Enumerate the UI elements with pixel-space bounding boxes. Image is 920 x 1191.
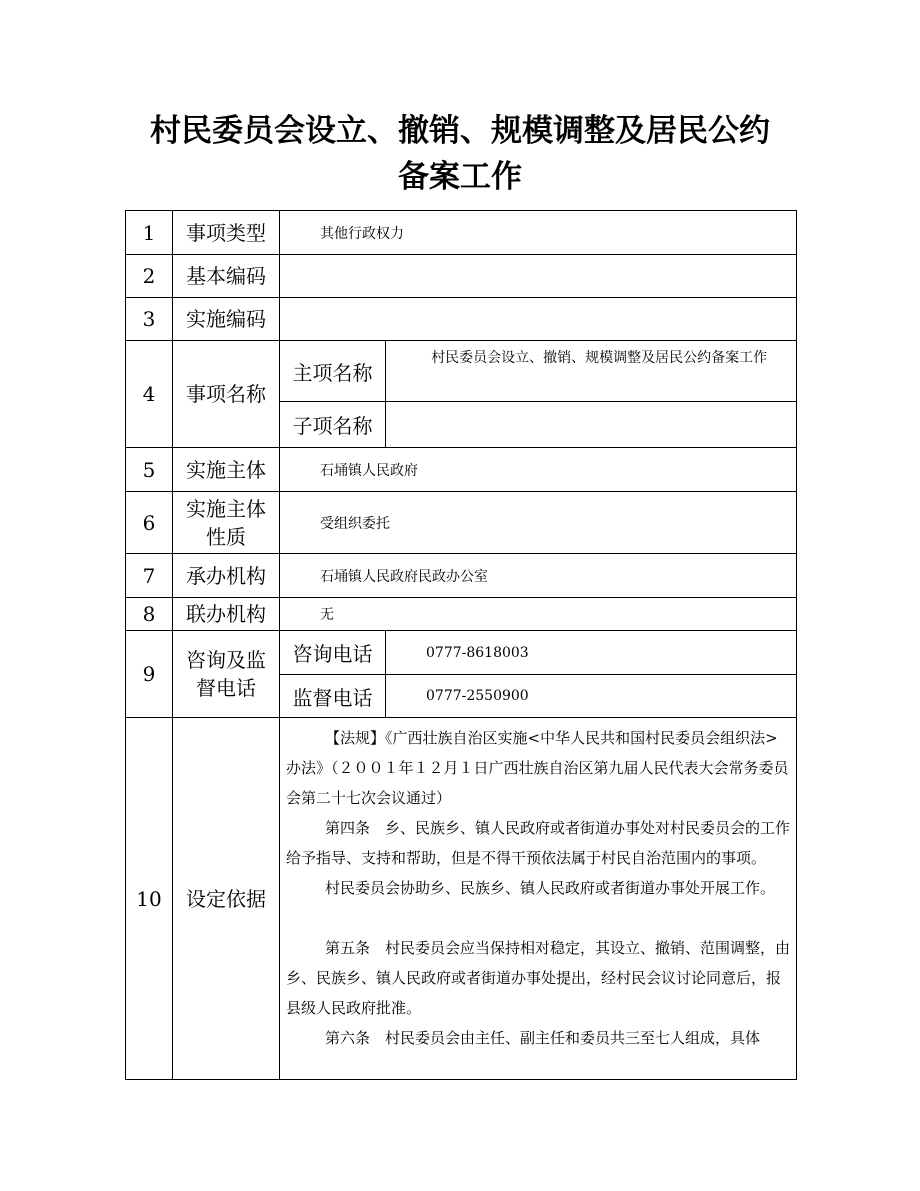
consult-phone-value: 0777-8618003 — [386, 631, 797, 675]
basis-paragraph: 【法规】《广西壮族自治区实施<中华人民共和国村民委员会组织法>办法》（２００１年１２月１日广西壮族自治区第九届人民代表大会常务委员会第二十七次会议通过） — [286, 729, 789, 807]
table-row-item-name — [126, 341, 797, 402]
subject-nature-value: 受组织委托 — [280, 492, 797, 554]
document-title — [0, 108, 920, 200]
row-number: 4 — [126, 341, 173, 448]
row-number: 10 — [126, 718, 173, 1080]
row-number: 7 — [126, 554, 173, 598]
table-row-basic-code — [126, 255, 797, 298]
item-info-table — [125, 210, 797, 1080]
row-label — [173, 631, 280, 718]
impl-subject-value: 石埇镇人民政府 — [280, 448, 797, 492]
main-item-label: 主项名称 — [280, 341, 386, 402]
item-type-value: 其他行政权力 — [280, 211, 797, 255]
row-label: 基本编码 — [173, 255, 280, 298]
subject-nature-label: 实施主体性质 — [186, 496, 266, 549]
row-number: 3 — [126, 298, 173, 341]
table-row-joint-org — [126, 598, 797, 631]
row-number: 1 — [126, 211, 173, 255]
row-label: 实施主体 — [173, 448, 280, 492]
basis-paragraph: 村民委员会协助乡、民族乡、镇人民政府或者街道办事处开展工作。 — [325, 879, 776, 897]
basis-paragraph: 第五条 村民委员会应当保持相对稳定，其设立、撤销、范围调整，由乡、民族乡、镇人民政府或者街道办事处提出，经村民会议讨论同意后，报县级人民政府批准。 — [286, 939, 791, 1017]
table-row-impl-code — [126, 298, 797, 341]
consult-phone-label: 咨询电话 — [280, 631, 386, 675]
row-label — [173, 492, 280, 554]
row-number: 9 — [126, 631, 173, 718]
row-label: 事项名称 — [173, 341, 280, 448]
title-line-1: 村民委员会设立、撤销、规模调整及居民公约 — [150, 113, 770, 149]
row-label: 联办机构 — [173, 598, 280, 631]
row-label: 设定依据 — [173, 718, 280, 1080]
phone-label: 咨询及监督电话 — [186, 648, 266, 700]
table-row-handling-org — [126, 554, 797, 598]
table-row-subject-nature — [126, 492, 797, 554]
table-row-legal-basis — [126, 718, 797, 1080]
joint-org-value: 无 — [280, 598, 797, 631]
supervise-phone-value: 0777-2550900 — [386, 675, 797, 718]
supervise-phone-label: 监督电话 — [280, 675, 386, 718]
impl-code-value — [280, 298, 797, 341]
basis-paragraph: 第六条 村民委员会由主任、副主任和委员共三至七人组成，具体 — [325, 1029, 761, 1047]
legal-basis-text — [280, 718, 797, 1080]
row-number: 5 — [126, 448, 173, 492]
table-row-item-type — [126, 211, 797, 255]
table-row-impl-subject — [126, 448, 797, 492]
main-item-text: 村民委员会设立、撤销、规模调整及居民公约备案工作 — [431, 350, 768, 366]
sub-item-value — [386, 402, 797, 448]
basic-code-value — [280, 255, 797, 298]
row-number: 2 — [126, 255, 173, 298]
row-label: 实施编码 — [173, 298, 280, 341]
sub-item-label: 子项名称 — [280, 402, 386, 448]
row-label: 事项类型 — [173, 211, 280, 255]
basis-paragraph: 第四条 乡、民族乡、镇人民政府或者街道办事处对村民委员会的工作给予指导、支持和帮助，但是不得干预依法属于村民自治范围内的事项。 — [286, 819, 791, 867]
row-label: 承办机构 — [173, 554, 280, 598]
row-number: 8 — [126, 598, 173, 631]
table-row-phone — [126, 631, 797, 675]
handling-org-value: 石埇镇人民政府民政办公室 — [280, 554, 797, 598]
main-item-value — [386, 341, 797, 402]
row-number: 6 — [126, 492, 173, 554]
title-line-2: 备案工作 — [398, 159, 522, 195]
